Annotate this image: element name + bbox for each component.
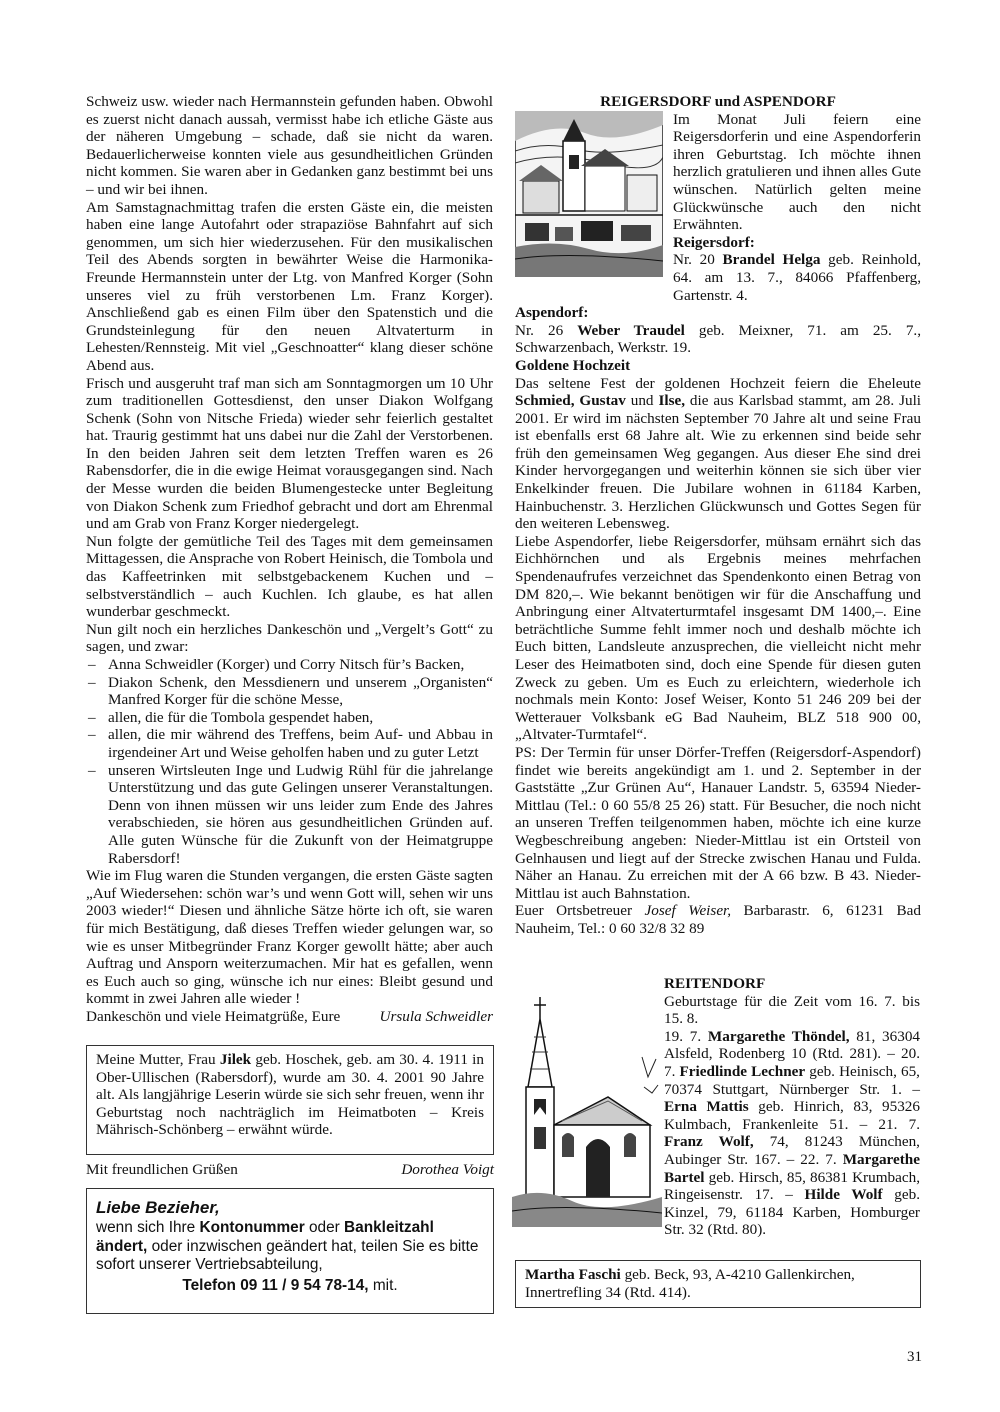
page-number: 31	[907, 1349, 922, 1365]
faschi-details: geb. Beck, 93, A-4210 Gallenkirchen, Innertrefling 34 (Rtd. 414).	[525, 1266, 855, 1301]
subscriber-body	[96, 1219, 484, 1274]
subscriber-phone[interactable]: Telefon 09 11 / 9 54 78-14,	[182, 1276, 369, 1294]
entry-details: 81, 36304 Alsfeld, Rodenberg 10 (Rtd. 281). – 20. 7.	[664, 1027, 921, 1080]
signature-line	[86, 1008, 493, 1026]
section-title-reigersdorf: REIGERSDORF und ASPENDORF	[600, 93, 836, 110]
subheading-goldene-hochzeit: Goldene Hochzeit	[515, 356, 631, 374]
subheading-reigersdorf: Reigersdorf:	[673, 233, 755, 251]
jilek-sender: Dorothea Voigt	[401, 1161, 494, 1178]
faschi-notice-box	[515, 1260, 921, 1308]
entry-details: geb. Reinhold, 64. am 13. 7., 84066 Pfaffenberg, Gartenstr. 4.	[673, 251, 922, 304]
paragraph-mittag: Nun folgte der gemütliche Teil des Tages mit dem gemeinsamen Mittagessen, die Ansprache von Robert Heinisch, die Tombola und das Kaffeetrinken mit selbstgebackenem Kuchen und – selbstverständlich – auch Kuchlen. Ich glaube, es hat allen wunderbar geschmeckt.	[86, 532, 493, 621]
left-column	[86, 93, 493, 1025]
paragraph-goldene-hochzeit	[515, 375, 921, 533]
list-item: – Diakon Schenk, den Messdienern und unserem „Organisten“ Manfred Korger für die schöne Messe,	[86, 674, 493, 709]
entry-name: Hilde Wolf	[804, 1186, 883, 1204]
subscriber-text-1: wenn sich Ihre	[96, 1219, 200, 1237]
church-illustration-reigersdorf	[515, 111, 673, 296]
reigersdorf-intro: Im Monat Juli feiern eine Reigersdorferin und eine Aspendorferin ihren Geburtstag. Ich möchte ihnen herzlich gratulieren und ihnen alles Gute wünschen. Natürlich gelten meine Glückwünsche auch den nicht Erwähnten.	[673, 110, 921, 234]
signoff-name: Ursula Schweidler	[379, 1007, 493, 1025]
entry-details: 74, 81243 München, Aubinger Str. 167. – 22. 7.	[664, 1133, 920, 1168]
entry-name: Franz Wolf,	[664, 1133, 754, 1151]
entry-number: Nr. 20	[673, 251, 723, 269]
entry-name: Margarethe Bartel	[664, 1150, 920, 1186]
entry-details: geb. Meixner, 71. am 25. 7., Schwarzenbach, Werkstr. 19.	[515, 321, 922, 357]
church-tower-icon	[512, 997, 662, 1227]
betreuer-text: Euer Ortsbetreuer	[515, 902, 645, 920]
paragraph-samstag: Am Samstagnachmittag trafen die ersten Gäste ein, die meisten haben eine lange Autofahrt oder strapaziöse Bahnfahrt auf sich genommen, um sich hier wiederzusehen. Für den musikalischen Teil des Abends sorgten in bewährter Weise die Harmonika-Freunde Hermannstein unter der Ltg. von Manfred Korger (Sohn unseres viel zu früh verstorbenen Lm. Franz Korger). Anschließend gab es einen Film über den Spatenstich und die Grundsteinlegung für den neuen Altvaterturm in Lehesten/Rennsteig. Mit viel „Geschnoatter“ klang dieser schöne Abend aus.	[86, 198, 493, 374]
jilek-signature	[86, 1161, 494, 1179]
subscriber-heading: Liebe Bezieher,	[96, 1198, 220, 1217]
entry-details: geb. Hirsch, 85, 86381 Krumbach, Ringeisenstr. 17. –	[664, 1168, 920, 1204]
jilek-text-2: geb. Hoschek, geb. am 30. 4. 1911 in Ober-Ullischen (Rabersdorf), wurde am 30. 4. 2001 90 Jahre alt. Als langjährige Leserin würde sie sich sehr freuen, wenn ihr Geburtstag noch nachträglich im Heimatboten – Kreis Mährisch-Schönberg – erwähnt würde.	[96, 1051, 484, 1139]
paragraph-intro: Schweiz usw. wieder nach Hermannstein gefunden haben. Obwohl es zuerst nicht danach aussah, vermisst habe ich etliche Gäste aus der näheren Umgebung – schade, daß sie nicht da waren. Bedauerlicherweise konnten viele aus gesundheitlichen Gründen nicht kommen. Sie waren aber in Gedanken ganz bestimmt bei uns – und wir bei ihnen.	[86, 93, 493, 198]
jilek-greeting: Mit freundlichen Grüßen	[86, 1161, 238, 1178]
list-item: – unseren Wirtsleuten Inge und Ludwig Rühl für die jahrelange Unterstützung und das gute Gelingen unserer Veranstaltungen. Denn von ihnen müssen wir uns leider zum Ende des Jahres verabschieden, sie hören aus gesundheitlichen Gründen auf. Alle guten Wünsche für die Zukunft von der Heimatgruppe Rabersdorf!	[86, 762, 493, 868]
paragraph-closing: Wie im Flug waren die Stunden vergangen, die ersten Gäste sagten „Auf Wiedersehen: schön war’s und wenn Gott will, sehen wir uns 2003 wieder!“ Diesen und ähnliche Sätze hörte ich oft, sie waren für mich Bestätigung, daß dieses Treffen wieder gelungen war, so wie es unser Mitbegründer Franz Korger gewollt hätte; aber auch Auftrag und Ansporn weiterzumachen. Mir hat es gefallen, wenn es Euch auch so ging, wünsche ich nur eines: Bleibt gesund und kommt in zwei Jahren alle wieder !	[86, 867, 493, 1008]
subheading-aspendorf: Aspendorf:	[515, 304, 589, 322]
paragraph-betreuer	[515, 902, 921, 937]
subscriber-phone-line	[96, 1277, 484, 1295]
reitendorf-entries	[664, 1028, 920, 1239]
jilek-name: Jilek	[219, 1051, 252, 1068]
gh-name-1: Schmied, Gustav	[515, 392, 626, 410]
paragraph-spende: Liebe Aspendorfer, liebe Reigersdorfer, mühsam ernährt sich das Eichhörnchen und als Ergebnis meines mehrfachen Spendenaufrufes verzeichnet das Spendenkonto einen Betrag von DM 820,–. Wie bekannt benötigen wir für die Anschaffung und Anbringung einer Altvaterturmtafel insgesamt DM 1400,–. Eine beträchtliche Summe fehlt immer noch und deshalb möchte ich Euch bitten, Landsleute anzusprechen, die vielleicht nicht mehr Leser des Heimatboten sind, doch eine Spende für diesen guten Zweck zu geben. Um es Euch zu erleichtern, wiederhole ich nochmals mein Konto: Josef Weiser, Konto 51 246 209 bei der Wetterauer Volksbank eG Bad Nauheim, BLZ 518 900 00, „Altvater-Turmtafel“.	[515, 532, 921, 744]
entry-details: geb. Heinisch, 65, 70374 Stuttgart, Nürnberger Str. 1. –	[664, 1062, 920, 1098]
jilek-text-1: Meine Mutter, Frau	[96, 1051, 220, 1068]
subscriber-notice-box	[86, 1188, 494, 1314]
entry-name: Friedlinde Lechner	[679, 1062, 806, 1080]
entry-weber	[515, 322, 921, 357]
subscriber-text-3: oder inzwischen geändert hat, teilen Sie es bitte sofort unserer Vertriebsabteilung,	[96, 1237, 479, 1274]
paragraph-sonntag: Frisch und ausgeruht traf man sich am Sonntagmorgen um 10 Uhr zum traditionellen Gottesdienst, den unser Diakon Wolfgang Schenk (Sohn von Nitsche Frieda) wieder sehr feierlich gestaltet hat. Traurig gestimmt hat uns dabei nur die Zahl der Verstorbenen. In den beiden Jahren seit dem letzten Treffen waren es 26 Rabensdorfer, die in die ewige Heimat vorausgegangen sind. Nach der Messe wurden die beiden Blumengestecke unter Begleitung von Diakon Schenk zum Friedhof gebracht und dort am Ehrenmal und am Grab von Franz Korger niedergelegt.	[86, 374, 493, 533]
church-drawing-icon	[515, 111, 663, 277]
paragraph-dank: Nun gilt noch ein herzliches Dankeschön und „Vergelt’s Gott“ zu sagen, und zwar:	[86, 620, 493, 656]
subscriber-text-2: oder	[304, 1219, 345, 1237]
entry-name: Margarethe Thöndel,	[707, 1027, 850, 1045]
gh-text-1: Das seltene Fest der goldenen Hochzeit feiern die Eheleute	[515, 374, 921, 392]
church-illustration-reitendorf	[512, 997, 662, 1227]
gh-text-2: die aus Karlsbad stammt, am 28. Juli 2001. Er wird im nächsten September 70 Jahre alt und seine Frau ist ebenfalls erst 68 Jahre alt. Wie zu erkennen sind beide sehr früh den gemeinsamen Weg gegangen. Aus dieser Ehe sind drei Kinder hervorgegangen und weiterhin können sie sich über vier Enkelkinder freuen. Die Jubilare wohnen in 61184 Karben, Hainbuchenstr. 3. Herzlichen Glückwunsch und Gottes Segen für den weiteren Lebensweg.	[515, 392, 922, 533]
faschi-name: Martha Faschi	[525, 1266, 621, 1283]
list-item: – Anna Schweidler (Korger) und Corry Nitsch für’s Backen,	[86, 656, 493, 674]
betreuer-name: Josef Weiser,	[644, 902, 732, 920]
signoff-text: Dankeschön und viele Heimatgrüße, Eure	[86, 1007, 341, 1025]
subscriber-kontonummer: Kontonummer	[199, 1219, 305, 1237]
entry-name: Brandel Helga	[722, 251, 821, 269]
right-column	[515, 93, 921, 938]
gh-name-2: Ilse,	[658, 392, 686, 410]
entry-name: Weber Traudel	[577, 321, 685, 339]
entry-details: geb. Hinrich, 83, 95326 Kulmbach, Frankenleite 51. – 21. 7.	[664, 1098, 920, 1133]
entry-date: 19. 7.	[664, 1027, 708, 1045]
subscriber-phone-suffix: mit.	[368, 1276, 398, 1294]
entry-number: Nr. 26	[515, 321, 578, 339]
reitendorf-intro: Geburtstage für die Zeit vom 16. 7. bis 15. 8.	[664, 992, 920, 1028]
list-item: – allen, die für die Tombola gespendet haben,	[86, 709, 493, 727]
jilek-notice-box	[86, 1045, 494, 1155]
entry-name: Erna Mattis	[664, 1098, 749, 1116]
betreuer-address: Barbarastr. 6, 61231 Bad Nauheim, Tel.: 0 60 32/8 32 89	[515, 902, 921, 937]
subscriber-blz: Bankleitzahl ändert,	[96, 1219, 434, 1255]
section-title-reitendorf: REITENDORF	[664, 975, 766, 992]
entry-details: geb. Kinzel, 79, 61184 Karben, Homburger Str. 32 (Rtd. 80).	[664, 1186, 921, 1239]
gh-und: und	[625, 392, 659, 410]
paragraph-ps: PS: Der Termin für unser Dörfer-Treffen (Reigersdorf-Aspendorf) findet wie bereits angekündigt am 1. und 2. September in der Gaststätte „Zur Grünen Au“, Hanauer Landstr. 5, 63594 Nieder-Mittlau (Tel.: 0 60 55/8 25 26) statt. Für Besucher, die noch nicht an unseren Treffen teilgenommen haben, möchte ich eine kurze Wegbeschreibung angeben: Nieder-Mittlau ist ein Ortsteil von Gelnhausen und liegt auf der Strecke zwischen Hanau und Fulda. Näher an Hanau. Zu erreichen mit der A 66 bzw. B 43. Nieder-Mittlau ist auch Bahnstation.	[515, 743, 921, 902]
thanks-list	[86, 656, 493, 867]
list-item: – allen, die mir während des Treffens, beim Auf- und Abbau in irgendeiner Art und Weise geholfen haben und zu guter Letzt	[86, 726, 493, 761]
reitendorf-section	[664, 975, 920, 1239]
